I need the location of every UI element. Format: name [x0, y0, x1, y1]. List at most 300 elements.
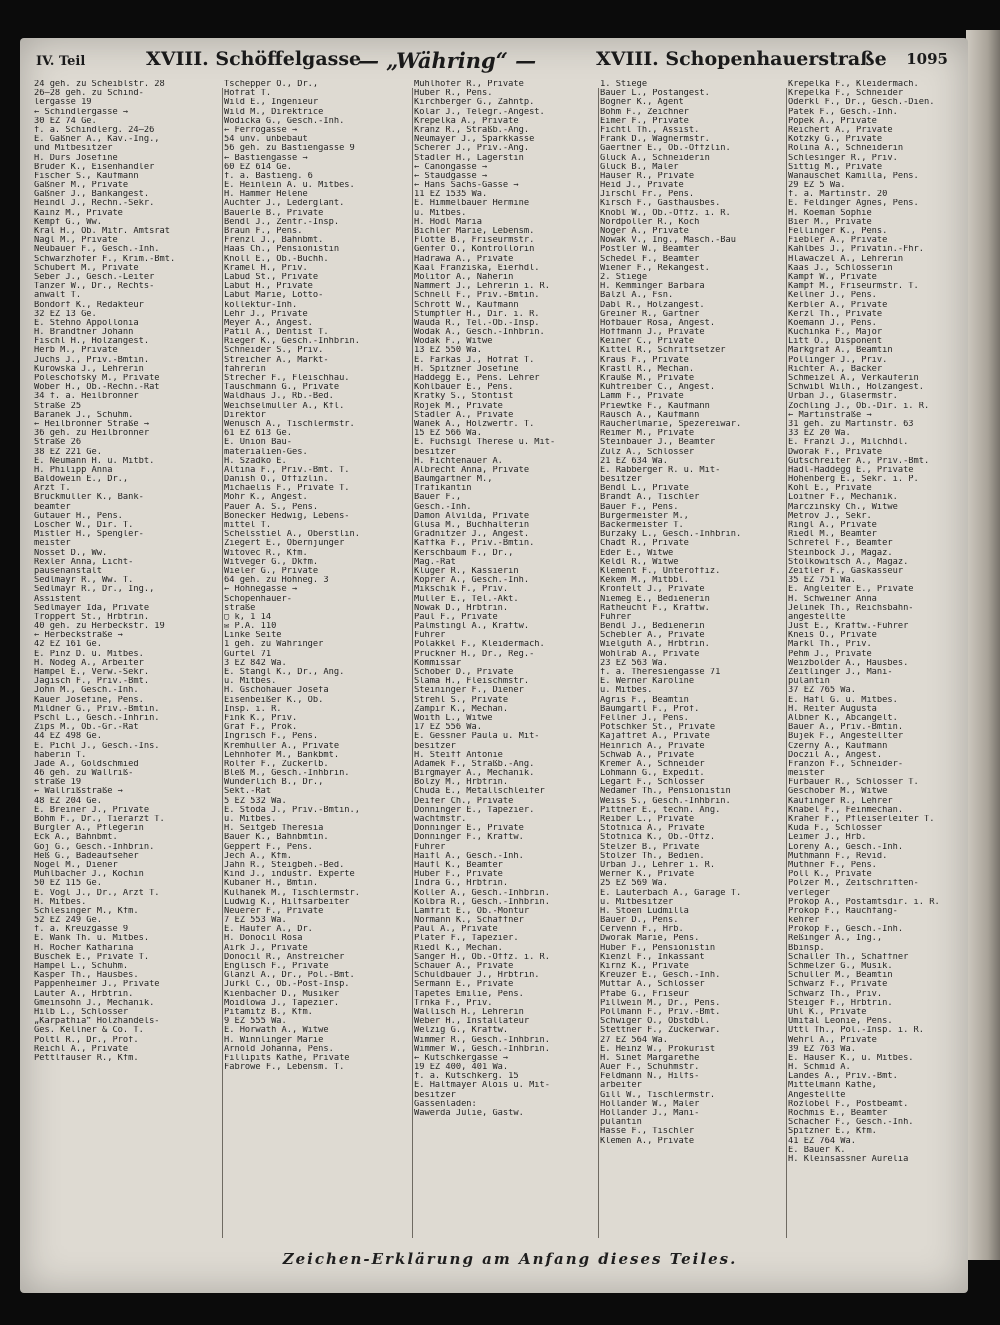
directory-line: Raucherlmarie, Spezereiwar. [600, 419, 742, 429]
directory-line: Bäuerle B., Private [224, 208, 324, 218]
directory-line: 38 EZ 221 Ge. [34, 447, 102, 457]
directory-line: Goj G., Gesch.-Inhbrin. [34, 842, 155, 852]
directory-line: f. a. Bastieng. 6 [224, 171, 313, 181]
directory-line: 34 f. a. Heilbronner [34, 392, 139, 402]
directory-line: Kajaftret A., Private [600, 732, 710, 742]
directory-line: Wiener F., Rekangest. [600, 263, 710, 273]
legend-note: Zeichen-Erklärung am Anfang dieses Teiles. [282, 1250, 738, 1268]
directory-line: Sanger H., Ob.-Offz. i. R. [414, 952, 550, 962]
directory-line: Kubaner H., Bmtin. [224, 879, 319, 889]
directory-line: Woith L., Witwe [414, 713, 493, 723]
directory-line: Schrott W., Kaufmann [414, 300, 519, 310]
directory-line: Tschepper O., Dr., [224, 80, 319, 89]
directory-line: Mohr K., Angest. [224, 493, 308, 503]
directory-line: Eck A., Bahnbmt. [34, 833, 118, 843]
directory-line: Gutauer H., Pens. [34, 511, 123, 521]
directory-line: Birgmayer A., Mechanik. [414, 769, 535, 779]
directory-line: H. Philipp Anna [34, 465, 113, 475]
directory-line: Arzt T. [34, 484, 71, 494]
directory-line: Geppert F., Pens. [224, 842, 313, 852]
directory-line: Schwarzhofer F., Krim.-Bmt. [34, 254, 176, 264]
directory-line: Direktor [224, 410, 266, 420]
directory-line: Werner K., Private [600, 870, 695, 880]
directory-line: Huber F., Pensionistin [600, 943, 716, 953]
directory-line: Englisch F., Private [224, 962, 329, 971]
directory-line: Trnka F., Priv. [414, 998, 493, 1008]
directory-line: Sedlmayr R., Ww. T. [34, 576, 134, 586]
directory-line: Weizbölder A., Hausbes. [788, 658, 909, 668]
directory-line: Gutschreiter A., Priv.-Bmt. [788, 456, 930, 466]
directory-line: Jöhn M., Gesch.-Inh. [34, 686, 139, 696]
directory-line: mittel T. [224, 521, 272, 530]
directory-line: Tanzer W., Dr., Rechts- [34, 282, 155, 292]
directory-line: Hollander J., Mani- [600, 1109, 700, 1118]
street-heading-right: XVIII. Schopenhauerstraße [596, 48, 887, 70]
directory-line: Schlesinger M., Kfm. [34, 906, 139, 916]
directory-line: Bondorf K., Redakteur [34, 300, 144, 310]
directory-line: Feldmann N., Hilfs- [600, 1072, 700, 1082]
directory-line: Hasse F., Tischler [600, 1127, 695, 1137]
directory-line: kollektur-Inh. [224, 300, 298, 310]
directory-line: Lamm F., Private [600, 392, 684, 402]
directory-line: H. Winnlinger Marie [224, 1035, 324, 1045]
directory-line: Jirschl Fr., Pens. [600, 190, 695, 200]
directory-line: Nowak V., Ing., Masch.-Bau [600, 236, 736, 246]
directory-line: Fürbauer R., Schlosser T. [788, 778, 919, 788]
directory-line: u. Mitbes. [224, 815, 277, 824]
book-gutter [966, 30, 1000, 1260]
directory-line: Wielguth A., Hrbtrin. [600, 640, 710, 650]
directory-line: Uttl Th., Pol.-Insp. i. R. [788, 1026, 924, 1036]
directory-line: Böhm F., Dr., Tierarzt T. [34, 815, 165, 824]
directory-line: E. Haltmayer Alois u. Mit- [414, 1081, 550, 1091]
directory-line: Stümpfler H., Dir. i. R. [414, 309, 540, 319]
directory-line: Hadrawa A., Private [414, 254, 514, 264]
directory-line: Keldl R., Witwe [600, 557, 679, 567]
directory-line: Wodak A., Gesch.-Inhbrin. [414, 328, 545, 338]
directory-line: Eimer F., Private [600, 116, 689, 126]
directory-line: Labut Marie, Lotto- [224, 291, 324, 301]
directory-line: Nögel M., Diener [34, 860, 118, 870]
directory-line: Pöll K., Private [788, 870, 872, 880]
directory-line: Zeitlinger J., Mani- [788, 668, 893, 677]
directory-line: E. Hauser K., u. Mitbes. [788, 1053, 914, 1063]
directory-line: Gaßner J., Bankangest. [34, 190, 150, 200]
directory-line: Schauer A., Private [414, 962, 514, 971]
page-number: 1095 [906, 50, 948, 68]
directory-line: H. Sinet Margarethe [600, 1053, 700, 1063]
directory-line: Deifer Ch., Private [414, 796, 514, 806]
directory-line: Kommissär [414, 658, 462, 668]
directory-line: Gräf F., Prok. [224, 723, 298, 733]
directory-line: Zampir K., Mechan. [414, 704, 509, 714]
directory-line: E. Pinz D. u. Mitbes. [34, 649, 144, 659]
directory-line: Wimmer R., Gesch.-Inhbrin. [414, 1035, 550, 1045]
directory-line: 19 EZ 400, 401 Wä. [414, 1063, 509, 1073]
directory-line: Mikschik F., Priv. [414, 585, 509, 595]
directory-line: Wunderlich B., Dr., [224, 778, 324, 788]
directory-line: Schwibl Wilh., Holzangest. [788, 383, 924, 393]
directory-line: fahrerin [224, 364, 266, 374]
directory-line: Braun F., Pens. [224, 227, 303, 236]
directory-line: Ingrisch F., Pens. [224, 732, 319, 742]
directory-line: 29 EZ 5 Wä. [788, 181, 846, 191]
directory-line: Kranz R., Straßb.-Ang. [414, 125, 530, 135]
directory-line: Bruckmüller K., Bank- [34, 493, 144, 503]
directory-line: Gaertner E., Ob.-Offzlin. [600, 144, 731, 154]
directory-line: Palmstingl A., Kraftw. [414, 622, 530, 632]
directory-line: und Mitbesitzer [34, 144, 113, 154]
directory-line: ▢ k, 1 14 [224, 612, 272, 622]
directory-line: Popek A., Private [788, 116, 877, 126]
directory-line: Jagisch F., Priv.-Bmt. [34, 677, 150, 687]
directory-line: Ludwig K., Hilfsarbeiter [224, 897, 350, 907]
directory-line: Schuller M., Beamtin [788, 971, 893, 981]
directory-line: Pillwein M., Dr., Pens. [600, 998, 721, 1008]
directory-line: arbeiter [600, 1081, 642, 1091]
directory-line: Tapetes Emilie, Pens. [414, 989, 524, 999]
directory-line: Markgraf A., Beamtin [788, 346, 893, 356]
directory-line: E. Gessner Paula u. Mit- [414, 732, 540, 742]
directory-line: E. Union Bau- [224, 438, 292, 448]
directory-line: H. Schweiner Anna [788, 594, 877, 604]
directory-line: Umital Leonie, Pens. [788, 1017, 893, 1027]
directory-line: Bonecker Hedwig, Lebens- [224, 511, 350, 521]
directory-line: 41 EZ 764 Wä. [788, 1136, 856, 1146]
directory-line: Schmeizel A., Verkäuferin [788, 374, 919, 383]
directory-line: Gill W., Tischlermstr. [600, 1090, 716, 1100]
directory-line: Mühlhofer R., Private [414, 80, 524, 89]
directory-line: Pittner E., techn. Ang. [600, 805, 721, 815]
directory-line: Dabl R., Holzangest. [600, 300, 705, 310]
directory-line: Kerschbaum F., Dr., [414, 548, 514, 558]
directory-line: Klemen A., Private [600, 1136, 695, 1146]
directory-line: E. Haufer A., Dr. [224, 925, 313, 935]
directory-column-1 [34, 80, 220, 1242]
directory-line: Potschker St., Private [600, 723, 716, 733]
directory-line: Hohenberg E., Sekr. i. P. [788, 475, 919, 485]
directory-line: Hauser R., Private [600, 171, 695, 181]
directory-line: straße [224, 603, 256, 613]
directory-line: 27 EZ 564 Wä. [600, 1035, 668, 1045]
directory-line: Pöltl R., Dr., Prof. [34, 1035, 139, 1045]
directory-line: Knabel F., Feinmechan. [788, 805, 904, 815]
directory-line: Rieger K., Gesch.-Inhbrin. [224, 337, 360, 347]
directory-line: E. Lauterbach A., Garage T. [600, 888, 742, 898]
directory-line: Nagl M., Private [34, 236, 118, 246]
directory-line: Labut H., Private [224, 282, 313, 292]
directory-line: Loreny A., Gesch.-Inh. [788, 842, 904, 852]
directory-line: Huber R., Pens. [414, 89, 493, 99]
directory-line: 13 EZ 550 Wä. [414, 346, 482, 356]
directory-line: Wodicka G., Gesch.-Inh. [224, 116, 345, 126]
directory-line: Zeitler F., Gaskasseur [788, 566, 904, 576]
directory-line: Böhm F., Zeichner [600, 107, 689, 117]
directory-line: Indra G., Hrbtrin. [414, 879, 509, 889]
directory-line: Glanzl A., Dr., Pol.-Bmt. [224, 971, 355, 981]
directory-line: besitzer [414, 447, 456, 457]
directory-line: Kohl E., Private [788, 484, 872, 494]
directory-line: Pöstler W., Beamter [600, 245, 700, 255]
directory-line: Just E., Kraftw.-Führer [788, 622, 909, 632]
directory-line: E. Rabberger R. u. Mit- [600, 465, 721, 475]
directory-line: Kirchberger G., Zahntp. [414, 98, 535, 108]
directory-line: Cervenn F., Hrb. [600, 925, 684, 935]
directory-line: E. Wank Th. u. Mitbes. [34, 934, 150, 944]
directory-line: ← Ferrogasse → [224, 125, 298, 135]
directory-line: Muttar A., Schlosser [600, 980, 705, 990]
directory-line: Kampf M., Friseurmstr. T. [788, 282, 919, 292]
directory-line: Eisenbeißer K., Ob. [224, 695, 324, 705]
directory-line: Prokop F., Gesch.-Inh. [788, 925, 904, 935]
directory-line: Metrov J., Sekr. [788, 511, 872, 521]
directory-line: Riedl M., Beamter [788, 530, 877, 540]
directory-line: Czerny A., Kaufmann [788, 741, 888, 751]
directory-line: Baumgartl F., Prof. [600, 704, 700, 714]
directory-line: Bauer F., [414, 493, 462, 503]
directory-line: E. Pichl J., Gesch.-Ins. [34, 741, 160, 751]
directory-line: ← Heilbronner Straße → [34, 419, 150, 429]
directory-line: Stadler A., Private [414, 410, 514, 420]
directory-line: Gradnitzer J., Angest. [414, 530, 530, 540]
directory-line: H. Steiff Antonie [414, 750, 503, 760]
directory-line: 17 EZ 556 Wä. [414, 723, 482, 733]
directory-line: Plater F., Tapezier. [414, 934, 519, 944]
directory-line: Polakkel F., Kleidermach. [414, 640, 545, 650]
directory-line: E. Werner Karoline [600, 677, 695, 687]
directory-line: Krepelka F., Kleidermach. [788, 80, 919, 89]
directory-line: 46 geh. zu Wallriß- [34, 769, 134, 779]
directory-line: Heid J., Private [600, 181, 684, 191]
directory-line: E. Farkas J., Hofrat T. [414, 355, 535, 365]
directory-line: H. Hammer Helene [224, 190, 308, 200]
directory-line: Führer [600, 612, 632, 622]
directory-line: Normann K., Schaffner [414, 916, 524, 926]
directory-line: Fichtl Th., Assist. [600, 125, 700, 135]
directory-line: Pfabe G., Friseur [600, 989, 689, 999]
directory-line: Lohmann G., Expedit. [600, 769, 705, 779]
directory-line: Schober D., Private [414, 668, 514, 677]
directory-line: Mühlbacher J., Köchin [34, 870, 144, 880]
directory-line: Weiss S., Gesch.-Inhbrin. [600, 796, 731, 806]
directory-line: Reßinger A., Ing., [788, 934, 883, 944]
directory-line: Fellinger K., Pens. [788, 227, 888, 236]
directory-line: besitzer [414, 1090, 456, 1100]
directory-line: Kronfelt J., Private [600, 585, 705, 595]
directory-line: Adamek F., Straßb.-Ang. [414, 759, 535, 769]
directory-line: Kolar J., Telegr.-Angest. [414, 107, 545, 117]
directory-line: Litt O., Disponent [788, 337, 883, 347]
directory-line: Wodak F., Witwe [414, 337, 493, 347]
directory-line: Kluger R., Kassierin [414, 566, 519, 576]
directory-line: 61 EZ 613 Ge. [224, 429, 292, 439]
directory-line: Geschober M., Witwe [788, 787, 888, 797]
directory-line: Paul A., Private [414, 925, 498, 935]
directory-line: Schedel F., Beamter [600, 254, 700, 264]
directory-line: Kuchinka F., Major [788, 328, 883, 338]
directory-line: Agris F., Beamtin [600, 695, 689, 705]
directory-line: Kneis O., Private [788, 631, 877, 641]
directory-line: Streicher A., Markt- [224, 355, 329, 365]
directory-line: Neubauer F., Gesch.-Inh. [34, 245, 160, 255]
directory-line: Gassenladen: [414, 1099, 477, 1109]
directory-line: Rolfer F., Zuckerlb. [224, 759, 329, 769]
directory-line: Bujek F., Angestellter [788, 732, 904, 742]
directory-line: E. Stehno Appollonia [34, 318, 139, 328]
directory-line: Schebler A., Private [600, 631, 705, 641]
directory-line: Stadler H., Lagerstin [414, 153, 524, 163]
directory-line: Hilb L., Schlosser [34, 1007, 129, 1017]
directory-line: Bichler Marie, Lebensm. [414, 227, 535, 236]
directory-line: E. Neumann H. u. Mitbt. [34, 456, 155, 466]
directory-line: Witveger G., Dkfm. [224, 557, 319, 567]
directory-line: Pappenheimer J., Private [34, 980, 160, 990]
directory-line: 31 geh. zu Martinstr. 63 [788, 419, 914, 429]
directory-line: Bendl J., Zentr.-Insp. [224, 217, 340, 227]
directory-line: Kauer Josefine, Pens. [34, 695, 144, 705]
directory-line: Kuda F., Schlosser [788, 824, 883, 834]
directory-line: Wohlrab A., Private [600, 649, 700, 659]
directory-line: Arnold Johanna, Pens. [224, 1044, 334, 1054]
directory-line: Brüder K., Eisenhändler [34, 162, 155, 172]
directory-line: Führer [414, 631, 446, 641]
directory-line: Patek F., Gesch.-Inh. [788, 107, 898, 117]
directory-line: Franzon F., Schneider- [788, 759, 904, 769]
directory-line: Neuerer F., Private [224, 906, 324, 916]
directory-line: Ziegert E., Obernjunger [224, 539, 345, 549]
directory-line: Stelzer B., Private [600, 842, 700, 852]
directory-line: Kasper Th., Hausbes. [34, 971, 139, 981]
directory-line: Kienzl F., Inkassant [600, 952, 705, 962]
directory-line: Reimer M., Private [600, 429, 695, 439]
directory-line: Kotzky G., Private [788, 135, 883, 145]
directory-line: Doczil A., Angest. [788, 750, 883, 760]
directory-line: Schaller Th., Schaffner [788, 952, 909, 962]
directory-line: ← Höhnegasse → [224, 585, 298, 595]
directory-line: Urban J., Lehrer i. R. [600, 860, 716, 870]
directory-line: Bier M., Private [788, 217, 872, 227]
directory-line: verleger [788, 888, 830, 898]
directory-line: Prokop A., Postamtsdir. i. R. [788, 897, 940, 907]
directory-line: H. Hodl Maria [414, 217, 482, 227]
directory-column-2 [224, 80, 418, 1242]
directory-line: Witovec R., Kfm. [224, 548, 308, 558]
directory-line: Leimer J., Hrb. [788, 833, 867, 843]
directory-line: Sedlmayr R., Dr., Ing., [34, 585, 155, 595]
directory-line: besitzer [414, 741, 456, 751]
directory-line: E. Himmelbauer Hermine [414, 199, 530, 209]
directory-page [20, 38, 968, 1293]
directory-line: Donninger E., Tapezier. [414, 805, 535, 815]
directory-line: Jahn R., Steigbeh.-Bed. [224, 860, 345, 870]
directory-line: Kahlbes J., Privatin.-Fhr. [788, 245, 924, 255]
directory-line: Nordpöller R., Koch [600, 217, 700, 227]
directory-line: kehrer [788, 916, 820, 926]
directory-line: Wöber H., Ob.-Rechn.-Rat [34, 383, 160, 393]
directory-line: Bendl J., Bedienerin [600, 622, 705, 632]
directory-line: Danish O., Offizlin. [224, 475, 329, 485]
directory-line: H. Szadko E. [224, 456, 287, 466]
directory-line: Seber J., Gesch.-Leiter [34, 272, 155, 282]
part-label: IV. Teil [36, 54, 86, 69]
directory-line: 21 EZ 634 Wä. [600, 456, 668, 466]
directory-line: Riedl K., Mechan. [414, 943, 503, 953]
directory-line: meister [34, 539, 71, 549]
directory-line: ← Herbeckstraße → [34, 631, 123, 641]
directory-line: Schuldbauer J., Hrbtrin. [414, 971, 540, 981]
directory-line: Zulz A., Schlosser [600, 447, 695, 457]
directory-line: Ringl A., Private [788, 521, 877, 530]
directory-line: Albrecht Anna, Private [414, 465, 530, 475]
directory-line: Mag.-Rat [414, 557, 456, 567]
directory-line: Stotnica K., Ob.-Offz. [600, 833, 716, 843]
directory-line: Michaelis F., Private T. [224, 484, 350, 494]
directory-line: Gmeinsohn J., Mechanik. [34, 998, 155, 1008]
directory-line: Fabrowe F., Lebensm. T. [224, 1063, 345, 1073]
directory-line: E. Vogl J., Dr., Arzt T. [34, 888, 160, 898]
directory-line: E. Stangl K., Dr., Ang. [224, 668, 345, 677]
directory-line: besitzer [600, 475, 642, 485]
directory-line: Schwarz F., Private [788, 980, 888, 990]
directory-line: Glück A., Schneiderin [600, 153, 710, 163]
directory-line: Fillipits Käthe, Private [224, 1053, 350, 1063]
directory-line: Troppert St., Hrbtrin. [34, 612, 150, 622]
directory-line: Krastl R., Mechan. [600, 364, 695, 374]
directory-line: Brandt A., Tischler [600, 493, 700, 503]
directory-line: Strehl S., Private [414, 695, 509, 705]
directory-line: Urban J., Glasermstr. [788, 392, 898, 402]
directory-line: H. Kleinsassner Aurelia [788, 1154, 909, 1164]
directory-line: Wawerda Julie, Gastw. [414, 1109, 524, 1118]
directory-line: H. Mitbes. [34, 897, 87, 907]
directory-line: Kraus F., Private [600, 355, 689, 365]
directory-line: Kaufinger R., Lehrer [788, 796, 893, 806]
directory-line: Krepelka A., Private [414, 116, 519, 126]
directory-line: Flotte B., Friseurmstr. [414, 236, 535, 246]
directory-line: Straße 25 [34, 401, 82, 411]
directory-line: u. Mitbesitzer [600, 897, 674, 907]
directory-line: E. Stoda J., Priv.-Bmtin., [224, 805, 360, 815]
directory-line: pausenanstalt [34, 566, 102, 576]
directory-line: Hofrat T. [224, 89, 272, 99]
directory-line: Kulhanek M., Tischlermstr. [224, 888, 360, 898]
directory-line: Kind J., industr. Experte [224, 870, 355, 880]
directory-line: ← Martinstraße → [788, 410, 872, 420]
directory-line: Albner K., Abcangelt. [788, 713, 898, 723]
directory-line: 60 EZ 614 Ge. [224, 162, 292, 172]
directory-line: Sekt.-Rat [224, 787, 272, 797]
directory-line: E. Gaßner A., Kav.-Ing., [34, 135, 160, 145]
directory-line: H. Donocil Rosa [224, 934, 303, 944]
directory-line: Schächer F., Gesch.-Inh. [788, 1118, 914, 1128]
directory-line: Paul F., Private [414, 612, 498, 622]
directory-line: Steiger F., Hrbtrin. [788, 998, 893, 1008]
directory-line: u. Mitbes. [414, 208, 467, 218]
directory-line: Mildner G., Priv.-Bmtin. [34, 704, 160, 714]
directory-line: Kittel R., Schriftsetzer [600, 346, 726, 356]
directory-line: Wanek A., Holzwertr. T. [414, 419, 535, 429]
directory-line: Kaas J., Schlosserin [788, 263, 893, 273]
directory-line: beamter [34, 502, 71, 512]
directory-line: Koprer A., Gesch.-Inh. [414, 576, 530, 586]
directory-line: Waldhaus J., Rb.-Bed. [224, 392, 334, 402]
directory-line: Krauße M., Private [600, 374, 695, 383]
directory-line: 23 EZ 563 Wä. [600, 658, 668, 668]
directory-line: f. a. Schindlerg. 24—26 [34, 125, 155, 135]
directory-line: Oderkl F., Dr., Gesch.-Dien. [788, 98, 935, 108]
directory-line: 54 unv. unbebaut [224, 135, 308, 145]
directory-line: Reichert A., Private [788, 125, 893, 135]
